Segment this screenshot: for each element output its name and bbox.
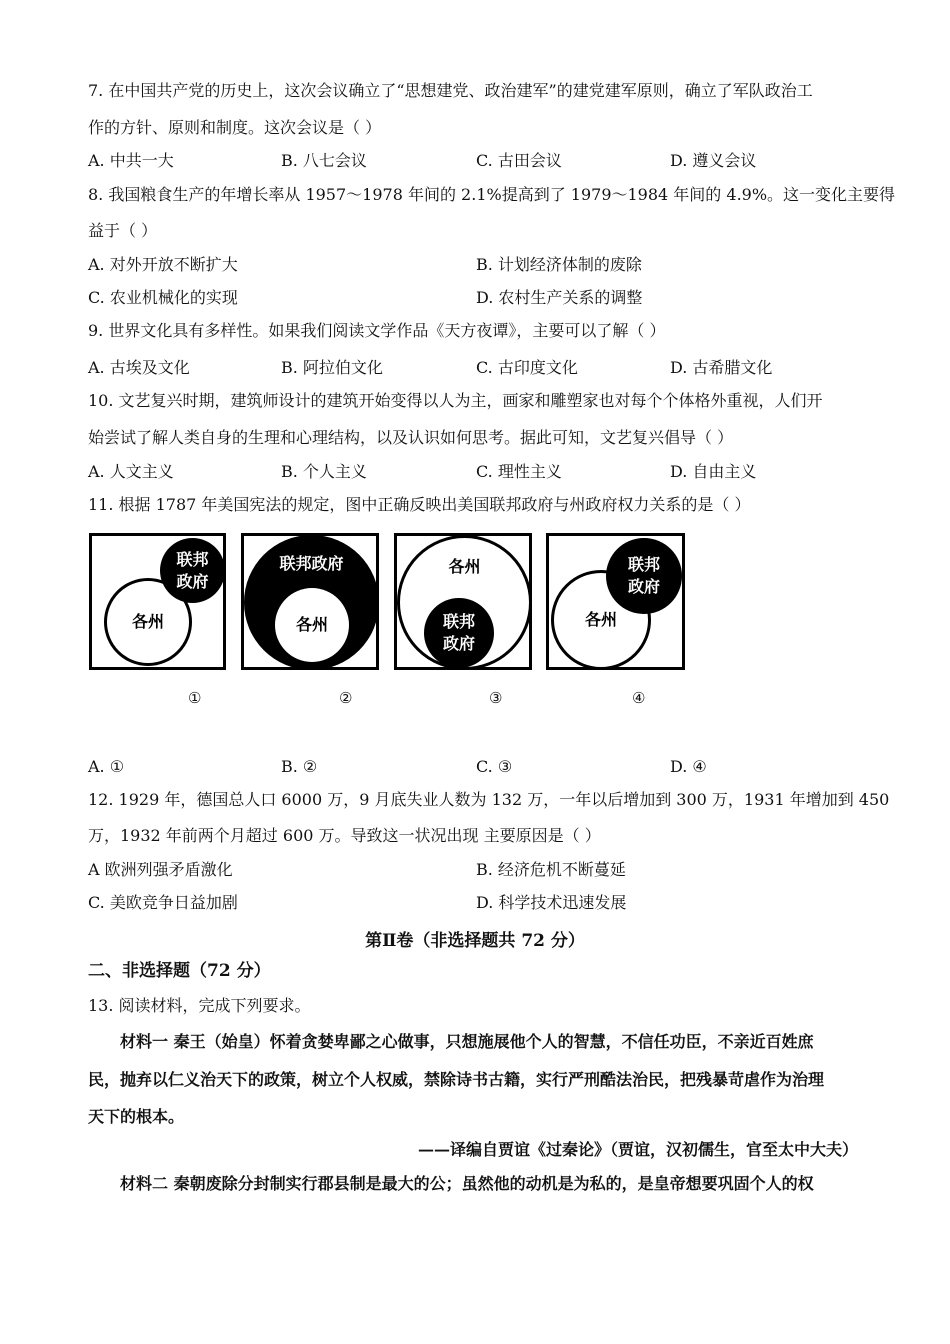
figure-3-label: ③: [489, 689, 503, 707]
figure-4-federal-circle: 联邦 政府: [606, 538, 682, 614]
q9-option-a[interactable]: A. 古埃及文化: [88, 358, 190, 377]
q7-option-c[interactable]: C. 古田会议: [476, 151, 562, 170]
material-1-line2: 民，抛弃以仁义治天下的政策，树立个人权威，禁除诗书古籍，实行严刑酷法治民，把残暴苛虐作为治理: [88, 1070, 825, 1089]
q12-stem-line2: 万，1932 年前两个月超过 600 万。导致这一状况出现 主要原因是（ ）: [88, 826, 601, 845]
q9-stem-line1: 9. 世界文化具有多样性。如果我们阅读文学作品《天方夜谭》，主要可以了解（ ）: [88, 321, 666, 340]
q9-option-c[interactable]: C. 古印度文化: [476, 358, 578, 377]
figure-1-label: ①: [188, 689, 202, 707]
figure-4-label: ④: [632, 689, 646, 707]
q12-option-d[interactable]: D. 科学技术迅速发展: [476, 893, 627, 912]
figure-1-frame: [89, 533, 226, 670]
material-1-source: ——译编自贾谊《过秦论》（贾谊，汉初儒生，官至太中大夫）: [417, 1140, 858, 1159]
q7-option-b[interactable]: B. 八七会议: [281, 151, 367, 170]
q10-stem-line2: 始尝试了解人类自身的生理和心理结构，以及认识如何思考。据此可知，文艺复兴倡导（ ）: [88, 428, 734, 447]
q8-option-b[interactable]: B. 计划经济体制的废除: [476, 255, 642, 274]
q11-option-c[interactable]: C. ③: [476, 757, 513, 776]
q8-option-d[interactable]: D. 农村生产关系的调整: [476, 288, 643, 307]
q7-option-d[interactable]: D. 遵义会议: [670, 151, 757, 170]
material-1-line3: 天下的根本。: [88, 1107, 185, 1126]
q12-stem-line1: 12. 1929 年，德国总人口 6000 万，9 月底失业人数为 132 万，一年以后增加到 300 万，1931 年增加到 450: [88, 790, 890, 809]
material-2-line1: 材料二 秦朝废除分封制实行郡县制是最大的公；虽然他的动机是为私的，是皇帝想要巩固个人的权: [120, 1174, 814, 1193]
q10-option-c[interactable]: C. 理性主义: [476, 462, 562, 481]
q8-stem-line2: 益于（ ）: [88, 221, 158, 240]
q10-option-a[interactable]: A. 人文主义: [88, 462, 174, 481]
q7-stem-line2: 作的方针、原则和制度。这次会议是（ ）: [88, 118, 382, 137]
q12-option-c[interactable]: C. 美欧竞争日益加剧: [88, 893, 238, 912]
q9-option-d[interactable]: D. 古希腊文化: [670, 358, 773, 377]
figure-4-frame: [546, 533, 685, 670]
figure-3-states-label: 各州: [448, 557, 481, 576]
q11-option-d[interactable]: D. ④: [670, 757, 707, 776]
q7-stem-line1: 7. 在中国共产党的历史上，这次会议确立了“思想建党、政治建军”的建党建军原则，确立了军队政治工: [88, 81, 813, 100]
q11-option-b[interactable]: B. ②: [281, 757, 318, 776]
q7-option-a[interactable]: A. 中共一大: [88, 151, 174, 170]
figure-3-federal-circle: 联邦 政府: [424, 598, 494, 668]
q12-option-a[interactable]: A 欧洲列强矛盾激化: [88, 860, 233, 879]
q11-stem-line1: 11. 根据 1787 年美国宪法的规定，图中正确反映出美国联邦政府与州政府权力关系的是（ ）: [88, 495, 751, 514]
q10-option-d[interactable]: D. 自由主义: [670, 462, 757, 481]
material-1-line1: 材料一 秦王（始皇）怀着贪婪卑鄙之心做事，只想施展他个人的智慧，不信任功臣，不亲近百姓庶: [120, 1032, 814, 1051]
figure-2-states-circle: 各州: [275, 588, 349, 662]
q8-stem-line1: 8. 我国粮食生产的年增长率从 1957～1978 年间的 2.1%提高到了 1979～1984 年间的 4.9%。这一变化主要得: [88, 185, 896, 204]
figure-2-label: ②: [339, 689, 353, 707]
figure-1-states-circle: 各州: [104, 578, 192, 666]
figure-3-frame: [394, 533, 532, 670]
figure-2-frame: [241, 533, 379, 670]
figure-4-states-circle: 各州: [551, 570, 651, 670]
q11-option-a[interactable]: A. ①: [88, 757, 125, 776]
q13-stem: 13. 阅读材料，完成下列要求。: [88, 996, 311, 1015]
q10-stem-line1: 10. 文艺复兴时期，建筑师设计的建筑开始变得以人为主，画家和雕塑家也对每个个体格外重视，人们开: [88, 391, 823, 410]
volume-2-title: 第Ⅱ卷（非选择题共 72 分）: [365, 931, 585, 951]
q9-option-b[interactable]: B. 阿拉伯文化: [281, 358, 383, 377]
q10-option-b[interactable]: B. 个人主义: [281, 462, 367, 481]
section-2-title: 二、非选择题（72 分）: [88, 961, 271, 981]
q12-option-b[interactable]: B. 经济危机不断蔓延: [476, 860, 626, 879]
q8-option-a[interactable]: A. 对外开放不断扩大: [88, 255, 238, 274]
figure-2-federal-label: 联邦政府: [279, 554, 344, 573]
figure-1-federal-circle: 联邦 政府: [160, 538, 225, 603]
q8-option-c[interactable]: C. 农业机械化的实现: [88, 288, 238, 307]
